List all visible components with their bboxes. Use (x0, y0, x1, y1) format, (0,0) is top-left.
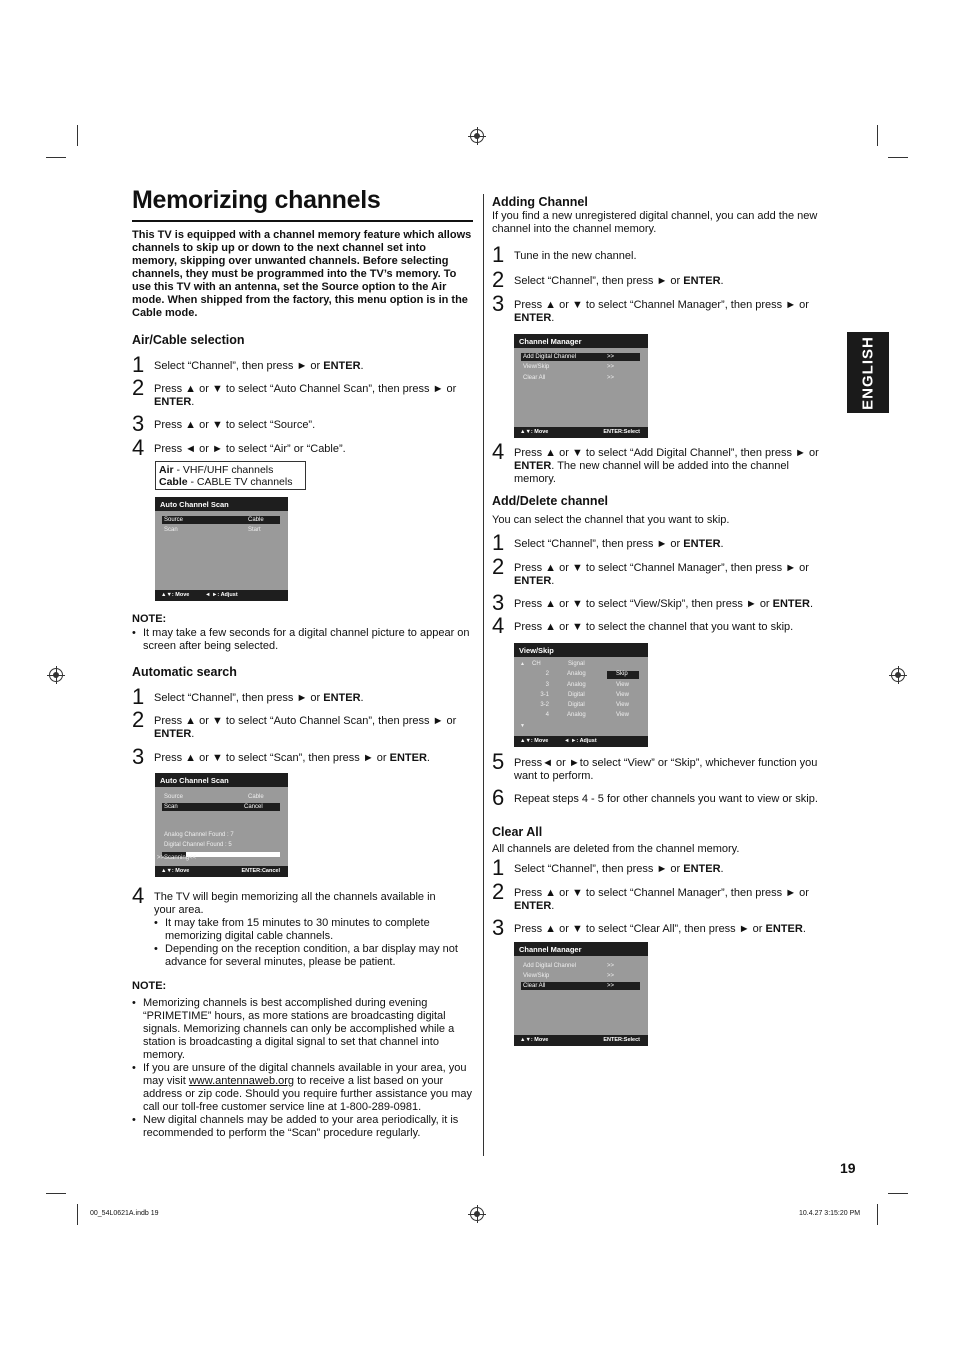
section-heading-clear-all: Clear All (492, 825, 543, 839)
step-text: Press ▲ or ▼ to select “Auto Channel Scan”, then press ► or ENTER. (154, 383, 457, 408)
menu-row-view-skip: View/Skip >> (523, 364, 615, 370)
step-number: 3 (132, 411, 145, 436)
crop-mark (46, 157, 66, 158)
step-number: 3 (132, 744, 145, 769)
tv-screen-view-skip (514, 643, 648, 747)
step-text: Tune in the new channel. (514, 250, 637, 262)
status-badge: Skip (607, 671, 639, 679)
note-item: • If you are unsure of the digital channels available in your area, you may visit www.antennaweb.org to receive a list based on your address or zip code. Should you require further assistance you may call our toll-free customer service line at 1-800-289-0981. (132, 1062, 475, 1114)
screen-footer: ▲▼: Move ◄ ►: Adjust (155, 590, 288, 601)
tv-screen-channel-manager (514, 334, 648, 438)
step-text: Press ▲ or ▼ to select “View/Skip”, then press ► or ENTER. (514, 598, 813, 610)
screen-footer: ▲▼: Move ENTER:Select (514, 1035, 648, 1046)
source-legend: Air - VHF/UHF channels Cable - CABLE TV channels (155, 461, 306, 490)
page-title: Memorizing channels (132, 186, 381, 214)
step-text: Press ▲ or ▼ to select the channel that you want to skip. (514, 621, 794, 633)
language-tab (847, 332, 889, 413)
step-text: Press ▲ or ▼ to select “Scan”, then press ► or ENTER. (154, 752, 430, 764)
step-text: Press ▲ or ▼ to select “Add Digital Channel”, then press ► or ENTER. The new channel will be added into the channel memory. (514, 447, 819, 485)
column-header-signal: Signal (568, 661, 585, 667)
registration-mark-icon (891, 668, 905, 682)
tv-screen-channel-manager-clear (514, 942, 648, 1046)
step-text: Select “Channel”, then press ► or ENTER. (514, 275, 724, 287)
section-description: If you find a new unregistered digital channel, you can add the new channel into the channel memory. (492, 210, 818, 235)
step-number: 4 (492, 613, 505, 638)
footer-filename: 00_54L0621A.indb 19 (90, 1210, 159, 1217)
column-divider (483, 194, 484, 1156)
table-row: 3-2 Digital View (540, 702, 629, 708)
step-text: Press ▲ or ▼ to select “Auto Channel Scan”, then press ► or ENTER. (154, 715, 457, 740)
registration-mark-icon (49, 668, 63, 682)
note-list (132, 627, 472, 653)
note-heading: NOTE: (132, 613, 167, 625)
step-number: 2 (132, 375, 145, 400)
screen-header: Channel Manager (514, 942, 648, 956)
table-row: 2 Analog Skip (514, 671, 648, 680)
step-text: Press ◄ or ► to select “Air” or “Cable”. (154, 443, 346, 455)
analog-found-text: Analog Channel Found : 7 (164, 832, 234, 838)
step-number: 1 (132, 684, 145, 709)
language-tab-label: ENGLISH (859, 335, 877, 410)
screen-footer: ▲▼: Move ENTER:Cancel (155, 866, 288, 877)
scanning-label: >>Scanning<< (157, 855, 197, 861)
note-heading: NOTE: (132, 980, 167, 992)
note-item: • It may take a few seconds for a digital channel picture to appear on screen after being selected. (132, 627, 472, 653)
step-text: Press ▲ or ▼ to select “Source”. (154, 419, 316, 431)
crop-mark (877, 125, 878, 146)
step-text: Repeat steps 4 - 5 for other channels you want to view or skip. (514, 793, 818, 805)
step-number: 5 (492, 749, 505, 774)
table-row: 3 Analog View (545, 682, 629, 688)
step-number: 4 (492, 439, 505, 464)
section-description: All channels are deleted from the channel memory. (492, 843, 740, 855)
table-row: 3-1 Digital View (540, 692, 629, 698)
table-row: 4 Analog View (545, 712, 629, 718)
note-item: • New digital channels may be added to your area periodically, it is recommended to perform the “Scan” procedure regularly. (132, 1114, 475, 1140)
step-number: 3 (492, 590, 505, 615)
step-text: Press ▲ or ▼ to select “Channel Manager”, then press ► or ENTER. (514, 562, 809, 587)
step-text: Select “Channel”, then press ► or ENTER. (154, 692, 364, 704)
antennaweb-link[interactable]: www.antennaweb.org (188, 1075, 295, 1087)
intro-paragraph: This TV is equipped with a channel memory feature which allows channels to skip up or down to the next channel set into memory, skipping over unwanted channels. Before selecting channels, they must be programmed into the TV’s memory. To use this TV with an antenna, set the Source option to the Air mode. When shipped from the factory, this menu option is in the Cable mode. (132, 229, 472, 319)
section-heading-air-cable: Air/Cable selection (132, 333, 245, 347)
step-number: 1 (492, 530, 505, 555)
column-header-ch: CH (532, 661, 541, 667)
step-text: Press ▲ or ▼ to select “Channel Manager”, then press ► or ENTER. (514, 299, 809, 324)
bullet-item: • It may take from 15 minutes to 30 minutes to complete memorizing digital cable channels. (154, 917, 459, 943)
crop-mark (888, 1193, 908, 1194)
crop-mark (46, 1193, 66, 1194)
step-text: Press ▲ or ▼ to select “Channel Manager”, then press ► or ENTER. (514, 887, 809, 912)
menu-row-clear-all: Clear All >> (521, 982, 640, 990)
step-text: The TV will begin memorizing all the channels available in your area. (154, 891, 436, 916)
crop-mark (77, 125, 78, 146)
step-number: 6 (492, 785, 505, 810)
crop-mark (77, 1204, 78, 1225)
step-number: 4 (132, 435, 145, 460)
section-heading-add-delete: Add/Delete channel (492, 494, 608, 508)
section-heading-adding-channel: Adding Channel (492, 195, 588, 209)
screen-header: Channel Manager (514, 334, 648, 348)
step-number: 2 (492, 267, 505, 292)
footer-timestamp: 10.4.27 3:15:20 PM (799, 1210, 861, 1217)
scroll-up-icon: ▲ (520, 661, 525, 667)
section-description: You can select the channel that you want to skip. (492, 514, 730, 526)
step-text: Press ▲ or ▼ to select “Clear All”, then press ► or ENTER. (514, 923, 806, 935)
page-number: 19 (840, 1160, 856, 1176)
crop-mark (888, 157, 908, 158)
menu-row-scan: Scan Cancel (162, 803, 280, 811)
menu-row-clear-all: Clear All >> (523, 375, 615, 381)
step4-bullets (154, 917, 459, 969)
menu-row-add-digital-channel: Add Digital Channel >> (523, 963, 615, 969)
step-number: 1 (132, 352, 145, 377)
menu-row-scan: Scan Start (164, 527, 261, 533)
step-number: 3 (492, 915, 505, 940)
menu-row-source: Source Cable (162, 516, 280, 524)
digital-found-text: Digital Channel Found : 5 (164, 842, 232, 848)
menu-row-view-skip: View/Skip >> (523, 973, 615, 979)
menu-row-source: Source Cable (164, 794, 264, 800)
registration-mark-icon (470, 129, 484, 143)
step-text: Select “Channel”, then press ► or ENTER. (154, 360, 364, 372)
step-text: Press◄ or ►to select “View” or “Skip”, whichever function you want to perform. (514, 757, 818, 782)
note-item: • Memorizing channels is best accomplished during evening “PRIMETIME” hours, as more stations are broadcasting digital signals. Memorizing channels can only be accomplished while a station is broadcasting a digital signal to set that channel into memory. (132, 997, 475, 1062)
note-list (132, 997, 475, 1140)
screen-footer: ▲▼: Move ENTER:Select (514, 427, 648, 438)
step-text: Select “Channel”, then press ► or ENTER. (514, 863, 724, 875)
step-number: 1 (492, 855, 505, 880)
step-number: 2 (492, 554, 505, 579)
scroll-down-icon: ▼ (520, 723, 525, 729)
step-number: 3 (492, 291, 505, 316)
bullet-item: • Depending on the reception condition, a bar display may not advance for several minutes, please be patient. (154, 943, 459, 969)
screen-header: Auto Channel Scan (155, 773, 288, 787)
step-number: 1 (492, 242, 505, 267)
tv-screen-scanning (155, 773, 288, 877)
step-number: 2 (132, 707, 145, 732)
step-number: 2 (492, 879, 505, 904)
registration-mark-icon (470, 1207, 484, 1221)
title-rule (132, 220, 473, 222)
section-heading-automatic-search: Automatic search (132, 665, 237, 679)
screen-header: Auto Channel Scan (155, 497, 288, 511)
screen-header: View/Skip (514, 643, 648, 657)
step-number: 4 (132, 883, 145, 908)
crop-mark (877, 1204, 878, 1225)
tv-screen-auto-channel-scan (155, 497, 288, 601)
step-text: Select “Channel”, then press ► or ENTER. (514, 538, 724, 550)
screen-footer: ▲▼: Move ◄ ►: Adjust (514, 736, 648, 747)
menu-row-add-digital-channel: Add Digital Channel >> (521, 353, 640, 361)
